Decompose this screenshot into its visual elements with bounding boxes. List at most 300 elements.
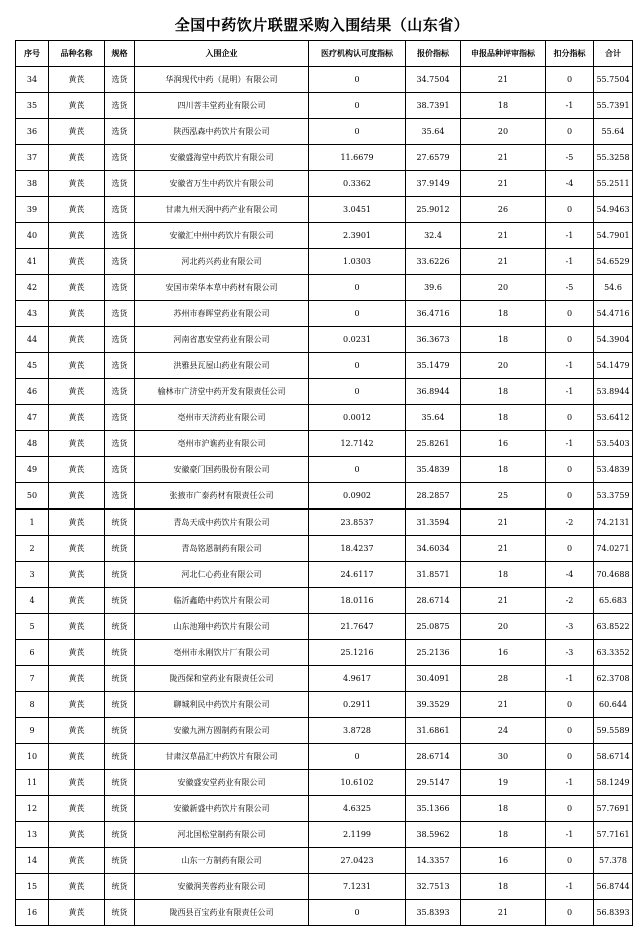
cell-index: 47 <box>16 405 49 431</box>
cell-spec: 统货 <box>105 770 135 796</box>
cell-total: 56.8744 <box>594 874 633 900</box>
cell-review: 21 <box>461 145 546 171</box>
cell-deduction: 0 <box>546 900 594 926</box>
cell-deduction: 0 <box>546 405 594 431</box>
cell-quote: 32.7513 <box>406 874 461 900</box>
cell-company: 临沂鑫皓中药饮片有限公司 <box>135 588 309 614</box>
cell-total: 65.683 <box>594 588 633 614</box>
cell-company: 安徽豪门国药股份有限公司 <box>135 457 309 483</box>
table-row <box>16 770 633 796</box>
cell-variety: 黄芪 <box>49 614 105 640</box>
cell-spec: 选货 <box>105 353 135 379</box>
cell-review: 26 <box>461 197 546 223</box>
cell-deduction: 0 <box>546 796 594 822</box>
cell-variety: 黄芪 <box>49 744 105 770</box>
page-title: 全国中药饮片联盟采购入围结果（山东省） <box>174 16 470 34</box>
cell-recognition: 3.0451 <box>309 197 406 223</box>
cell-company: 甘肃九州天润中药产业有限公司 <box>135 197 309 223</box>
cell-spec: 选货 <box>105 275 135 301</box>
cell-index: 11 <box>16 770 49 796</box>
header-spec: 规格 <box>105 41 135 67</box>
cell-review: 21 <box>461 249 546 275</box>
table-row <box>16 874 633 900</box>
table-row <box>16 353 633 379</box>
cell-spec: 选货 <box>105 457 135 483</box>
cell-review: 16 <box>461 640 546 666</box>
cell-variety: 黄芪 <box>49 223 105 249</box>
cell-total: 70.4688 <box>594 562 633 588</box>
cell-quote: 28.2857 <box>406 483 461 510</box>
cell-index: 39 <box>16 197 49 223</box>
cell-deduction: -2 <box>546 588 594 614</box>
cell-deduction: -1 <box>546 249 594 275</box>
cell-recognition: 0 <box>309 93 406 119</box>
cell-quote: 35.64 <box>406 405 461 431</box>
cell-review: 20 <box>461 353 546 379</box>
cell-variety: 黄芪 <box>49 588 105 614</box>
cell-spec: 选货 <box>105 197 135 223</box>
cell-company: 四川菩丰堂药业有限公司 <box>135 93 309 119</box>
cell-deduction: 0 <box>546 457 594 483</box>
cell-deduction: -5 <box>546 275 594 301</box>
cell-variety: 黄芪 <box>49 822 105 848</box>
cell-deduction: -1 <box>546 93 594 119</box>
cell-recognition: 0 <box>309 119 406 145</box>
cell-quote: 35.4839 <box>406 457 461 483</box>
cell-review: 21 <box>461 588 546 614</box>
cell-variety: 黄芪 <box>49 275 105 301</box>
table-row <box>16 666 633 692</box>
cell-quote: 28.6714 <box>406 744 461 770</box>
cell-spec: 统货 <box>105 614 135 640</box>
cell-review: 24 <box>461 718 546 744</box>
cell-review: 18 <box>461 379 546 405</box>
table-row <box>16 223 633 249</box>
cell-company: 青岛铭恩制药有限公司 <box>135 536 309 562</box>
cell-total: 59.5589 <box>594 718 633 744</box>
cell-spec: 统货 <box>105 874 135 900</box>
cell-review: 21 <box>461 509 546 536</box>
cell-company: 安徽新盛中药饮片有限公司 <box>135 796 309 822</box>
cell-total: 58.1249 <box>594 770 633 796</box>
table-row <box>16 171 633 197</box>
cell-quote: 31.6861 <box>406 718 461 744</box>
cell-recognition: 0 <box>309 379 406 405</box>
cell-total: 74.2131 <box>594 509 633 536</box>
cell-spec: 统货 <box>105 588 135 614</box>
header-company: 入围企业 <box>135 41 309 67</box>
cell-review: 18 <box>461 796 546 822</box>
cell-quote: 37.9149 <box>406 171 461 197</box>
cell-spec: 统货 <box>105 666 135 692</box>
table-header-row <box>16 41 633 67</box>
cell-company: 青岛天成中药饮片有限公司 <box>135 509 309 536</box>
cell-deduction: -1 <box>546 666 594 692</box>
cell-company: 河北国松堂制药有限公司 <box>135 822 309 848</box>
cell-total: 60.644 <box>594 692 633 718</box>
table-row <box>16 431 633 457</box>
cell-quote: 29.5147 <box>406 770 461 796</box>
table-row <box>16 588 633 614</box>
cell-quote: 35.1366 <box>406 796 461 822</box>
cell-index: 2 <box>16 536 49 562</box>
cell-quote: 34.7504 <box>406 67 461 93</box>
header-recognition: 医疗机构认可度指标 <box>309 41 406 67</box>
cell-spec: 选货 <box>105 249 135 275</box>
cell-recognition: 21.7647 <box>309 614 406 640</box>
cell-variety: 黄芪 <box>49 93 105 119</box>
cell-quote: 34.6034 <box>406 536 461 562</box>
cell-recognition: 0.0012 <box>309 405 406 431</box>
cell-deduction: -1 <box>546 874 594 900</box>
table-row <box>16 301 633 327</box>
cell-index: 34 <box>16 67 49 93</box>
cell-quote: 33.6226 <box>406 249 461 275</box>
cell-company: 安徽盛安堂药业有限公司 <box>135 770 309 796</box>
cell-deduction: -1 <box>546 379 594 405</box>
cell-total: 55.64 <box>594 119 633 145</box>
cell-company: 亳州市天济药业有限公司 <box>135 405 309 431</box>
header-deduction: 扣分指标 <box>546 41 594 67</box>
cell-variety: 黄芪 <box>49 67 105 93</box>
cell-quote: 28.6714 <box>406 588 461 614</box>
cell-company: 陇西县百宝药业有限责任公司 <box>135 900 309 926</box>
cell-quote: 25.9012 <box>406 197 461 223</box>
cell-spec: 选货 <box>105 119 135 145</box>
cell-total: 54.6 <box>594 275 633 301</box>
cell-company: 安国市荣华本草中药材有限公司 <box>135 275 309 301</box>
cell-spec: 统货 <box>105 796 135 822</box>
cell-deduction: 0 <box>546 197 594 223</box>
cell-index: 9 <box>16 718 49 744</box>
cell-recognition: 18.0116 <box>309 588 406 614</box>
cell-index: 50 <box>16 483 49 510</box>
cell-deduction: -1 <box>546 353 594 379</box>
cell-spec: 选货 <box>105 223 135 249</box>
cell-review: 28 <box>461 666 546 692</box>
cell-deduction: 0 <box>546 301 594 327</box>
cell-spec: 统货 <box>105 900 135 926</box>
cell-quote: 25.0875 <box>406 614 461 640</box>
cell-index: 16 <box>16 900 49 926</box>
cell-quote: 38.7391 <box>406 93 461 119</box>
cell-recognition: 3.8728 <box>309 718 406 744</box>
cell-quote: 31.3594 <box>406 509 461 536</box>
cell-total: 74.0271 <box>594 536 633 562</box>
results-table <box>15 40 633 926</box>
cell-index: 15 <box>16 874 49 900</box>
cell-deduction: -3 <box>546 640 594 666</box>
cell-review: 18 <box>461 822 546 848</box>
table-row <box>16 327 633 353</box>
cell-recognition: 0 <box>309 275 406 301</box>
cell-recognition: 2.3901 <box>309 223 406 249</box>
cell-index: 13 <box>16 822 49 848</box>
cell-index: 8 <box>16 692 49 718</box>
cell-company: 甘肃汉草晶汇中药饮片有限公司 <box>135 744 309 770</box>
cell-total: 55.2511 <box>594 171 633 197</box>
cell-review: 25 <box>461 483 546 510</box>
table-row <box>16 640 633 666</box>
cell-variety: 黄芪 <box>49 640 105 666</box>
cell-deduction: -3 <box>546 614 594 640</box>
cell-index: 36 <box>16 119 49 145</box>
cell-spec: 统货 <box>105 692 135 718</box>
cell-index: 35 <box>16 93 49 119</box>
cell-deduction: -1 <box>546 223 594 249</box>
cell-variety: 黄芪 <box>49 848 105 874</box>
cell-quote: 31.8571 <box>406 562 461 588</box>
cell-quote: 25.2136 <box>406 640 461 666</box>
cell-index: 3 <box>16 562 49 588</box>
cell-total: 54.6529 <box>594 249 633 275</box>
cell-recognition: 0 <box>309 301 406 327</box>
cell-spec: 选货 <box>105 431 135 457</box>
cell-total: 54.9463 <box>594 197 633 223</box>
cell-recognition: 4.9617 <box>309 666 406 692</box>
cell-deduction: -2 <box>546 509 594 536</box>
cell-deduction: 0 <box>546 327 594 353</box>
cell-index: 45 <box>16 353 49 379</box>
cell-quote: 39.3529 <box>406 692 461 718</box>
cell-spec: 选货 <box>105 93 135 119</box>
cell-deduction: 0 <box>546 119 594 145</box>
cell-company: 河北仁心药业有限公司 <box>135 562 309 588</box>
cell-deduction: 0 <box>546 483 594 510</box>
cell-variety: 黄芪 <box>49 197 105 223</box>
cell-recognition: 12.7142 <box>309 431 406 457</box>
cell-index: 40 <box>16 223 49 249</box>
cell-company: 聊城利民中药饮片有限公司 <box>135 692 309 718</box>
cell-quote: 39.6 <box>406 275 461 301</box>
cell-total: 57.7161 <box>594 822 633 848</box>
cell-index: 4 <box>16 588 49 614</box>
cell-spec: 选货 <box>105 405 135 431</box>
cell-recognition: 24.6117 <box>309 562 406 588</box>
cell-spec: 选货 <box>105 145 135 171</box>
cell-recognition: 25.1216 <box>309 640 406 666</box>
cell-deduction: 0 <box>546 744 594 770</box>
header-quote: 报价指标 <box>406 41 461 67</box>
cell-index: 12 <box>16 796 49 822</box>
cell-variety: 黄芪 <box>49 405 105 431</box>
cell-deduction: 0 <box>546 692 594 718</box>
cell-recognition: 27.0423 <box>309 848 406 874</box>
cell-variety: 黄芪 <box>49 353 105 379</box>
table-row <box>16 67 633 93</box>
cell-variety: 黄芪 <box>49 509 105 536</box>
cell-review: 19 <box>461 770 546 796</box>
cell-deduction: 0 <box>546 718 594 744</box>
cell-variety: 黄芪 <box>49 770 105 796</box>
cell-quote: 35.8393 <box>406 900 461 926</box>
table-row <box>16 197 633 223</box>
cell-variety: 黄芪 <box>49 718 105 744</box>
table-row <box>16 848 633 874</box>
cell-quote: 30.4091 <box>406 666 461 692</box>
cell-total: 63.8522 <box>594 614 633 640</box>
cell-recognition: 7.1231 <box>309 874 406 900</box>
cell-total: 53.8944 <box>594 379 633 405</box>
cell-recognition: 18.4237 <box>309 536 406 562</box>
cell-spec: 统货 <box>105 822 135 848</box>
cell-review: 18 <box>461 405 546 431</box>
table-row <box>16 822 633 848</box>
cell-company: 陕西泓森中药饮片有限公司 <box>135 119 309 145</box>
cell-review: 21 <box>461 900 546 926</box>
cell-variety: 黄芪 <box>49 119 105 145</box>
cell-recognition: 2.1199 <box>309 822 406 848</box>
cell-index: 10 <box>16 744 49 770</box>
cell-company: 张掖市广泰药材有限责任公司 <box>135 483 309 510</box>
table-row <box>16 249 633 275</box>
cell-company: 安徽盛海堂中药饮片有限公司 <box>135 145 309 171</box>
cell-deduction: -1 <box>546 431 594 457</box>
cell-company: 山东一方制药有限公司 <box>135 848 309 874</box>
table-row <box>16 692 633 718</box>
cell-spec: 统货 <box>105 509 135 536</box>
cell-total: 62.3708 <box>594 666 633 692</box>
cell-variety: 黄芪 <box>49 666 105 692</box>
cell-company: 安徽汇中州中药饮片有限公司 <box>135 223 309 249</box>
cell-variety: 黄芪 <box>49 536 105 562</box>
cell-total: 55.7504 <box>594 67 633 93</box>
cell-recognition: 0.0902 <box>309 483 406 510</box>
cell-company: 山东池翔中药饮片有限公司 <box>135 614 309 640</box>
cell-index: 6 <box>16 640 49 666</box>
cell-review: 18 <box>461 301 546 327</box>
cell-total: 53.4839 <box>594 457 633 483</box>
cell-variety: 黄芪 <box>49 562 105 588</box>
cell-spec: 统货 <box>105 640 135 666</box>
cell-deduction: 0 <box>546 67 594 93</box>
cell-spec: 选货 <box>105 171 135 197</box>
cell-recognition: 4.6325 <box>309 796 406 822</box>
cell-company: 亳州市沪谯药业有限公司 <box>135 431 309 457</box>
table-row <box>16 796 633 822</box>
cell-company: 苏州市春晖堂药业有限公司 <box>135 301 309 327</box>
cell-deduction: -5 <box>546 145 594 171</box>
table-row <box>16 93 633 119</box>
table-row <box>16 614 633 640</box>
table-row <box>16 744 633 770</box>
table-row <box>16 119 633 145</box>
cell-recognition: 0.3362 <box>309 171 406 197</box>
cell-variety: 黄芪 <box>49 431 105 457</box>
cell-recognition: 0.0231 <box>309 327 406 353</box>
cell-index: 41 <box>16 249 49 275</box>
cell-company: 榆林市广济堂中药开发有限责任公司 <box>135 379 309 405</box>
table-row <box>16 457 633 483</box>
cell-company: 安徽省万生中药饮片有限公司 <box>135 171 309 197</box>
cell-deduction: -1 <box>546 770 594 796</box>
cell-quote: 25.8261 <box>406 431 461 457</box>
cell-quote: 36.3673 <box>406 327 461 353</box>
cell-recognition: 1.0303 <box>309 249 406 275</box>
table-row <box>16 379 633 405</box>
cell-review: 21 <box>461 171 546 197</box>
cell-index: 42 <box>16 275 49 301</box>
cell-quote: 27.6579 <box>406 145 461 171</box>
cell-review: 21 <box>461 223 546 249</box>
cell-variety: 黄芪 <box>49 483 105 510</box>
cell-total: 57.378 <box>594 848 633 874</box>
cell-spec: 统货 <box>105 562 135 588</box>
cell-variety: 黄芪 <box>49 874 105 900</box>
cell-index: 43 <box>16 301 49 327</box>
cell-company: 安徽润芙蓉药业有限公司 <box>135 874 309 900</box>
cell-spec: 统货 <box>105 536 135 562</box>
cell-variety: 黄芪 <box>49 327 105 353</box>
header-total: 合计 <box>594 41 633 67</box>
cell-index: 7 <box>16 666 49 692</box>
cell-quote: 35.1479 <box>406 353 461 379</box>
cell-variety: 黄芪 <box>49 301 105 327</box>
table-body <box>16 67 633 926</box>
cell-company: 洪雅县瓦屋山药业有限公司 <box>135 353 309 379</box>
cell-total: 54.7901 <box>594 223 633 249</box>
cell-review: 18 <box>461 457 546 483</box>
cell-total: 57.7691 <box>594 796 633 822</box>
cell-total: 63.3352 <box>594 640 633 666</box>
cell-review: 18 <box>461 327 546 353</box>
table-row <box>16 405 633 431</box>
cell-spec: 选货 <box>105 67 135 93</box>
cell-index: 37 <box>16 145 49 171</box>
cell-review: 20 <box>461 614 546 640</box>
header-index: 序号 <box>16 41 49 67</box>
cell-quote: 35.64 <box>406 119 461 145</box>
cell-recognition: 0 <box>309 900 406 926</box>
cell-deduction: -1 <box>546 822 594 848</box>
table-row <box>16 483 633 510</box>
cell-review: 20 <box>461 119 546 145</box>
table-row <box>16 718 633 744</box>
cell-index: 5 <box>16 614 49 640</box>
cell-quote: 38.5962 <box>406 822 461 848</box>
cell-index: 44 <box>16 327 49 353</box>
cell-deduction: -4 <box>546 562 594 588</box>
cell-company: 河南省惠安堂药业有限公司 <box>135 327 309 353</box>
table-row <box>16 536 633 562</box>
cell-index: 46 <box>16 379 49 405</box>
cell-review: 18 <box>461 93 546 119</box>
table-row <box>16 900 633 926</box>
cell-quote: 36.8944 <box>406 379 461 405</box>
table-row <box>16 509 633 536</box>
cell-deduction: 0 <box>546 848 594 874</box>
cell-index: 49 <box>16 457 49 483</box>
cell-spec: 选货 <box>105 327 135 353</box>
cell-spec: 统货 <box>105 718 135 744</box>
cell-total: 53.6412 <box>594 405 633 431</box>
cell-recognition: 0 <box>309 67 406 93</box>
cell-recognition: 0 <box>309 457 406 483</box>
cell-company: 亳州市永刚饮片厂有限公司 <box>135 640 309 666</box>
table-row <box>16 275 633 301</box>
cell-recognition: 0.2911 <box>309 692 406 718</box>
cell-spec: 选货 <box>105 301 135 327</box>
cell-review: 18 <box>461 874 546 900</box>
cell-variety: 黄芪 <box>49 796 105 822</box>
cell-company: 河北药兴药业有限公司 <box>135 249 309 275</box>
cell-variety: 黄芪 <box>49 692 105 718</box>
cell-company: 安徽九洲方圆制药有限公司 <box>135 718 309 744</box>
cell-company: 华润现代中药（昆明）有限公司 <box>135 67 309 93</box>
table-row <box>16 145 633 171</box>
cell-total: 53.3759 <box>594 483 633 510</box>
cell-recognition: 0 <box>309 744 406 770</box>
